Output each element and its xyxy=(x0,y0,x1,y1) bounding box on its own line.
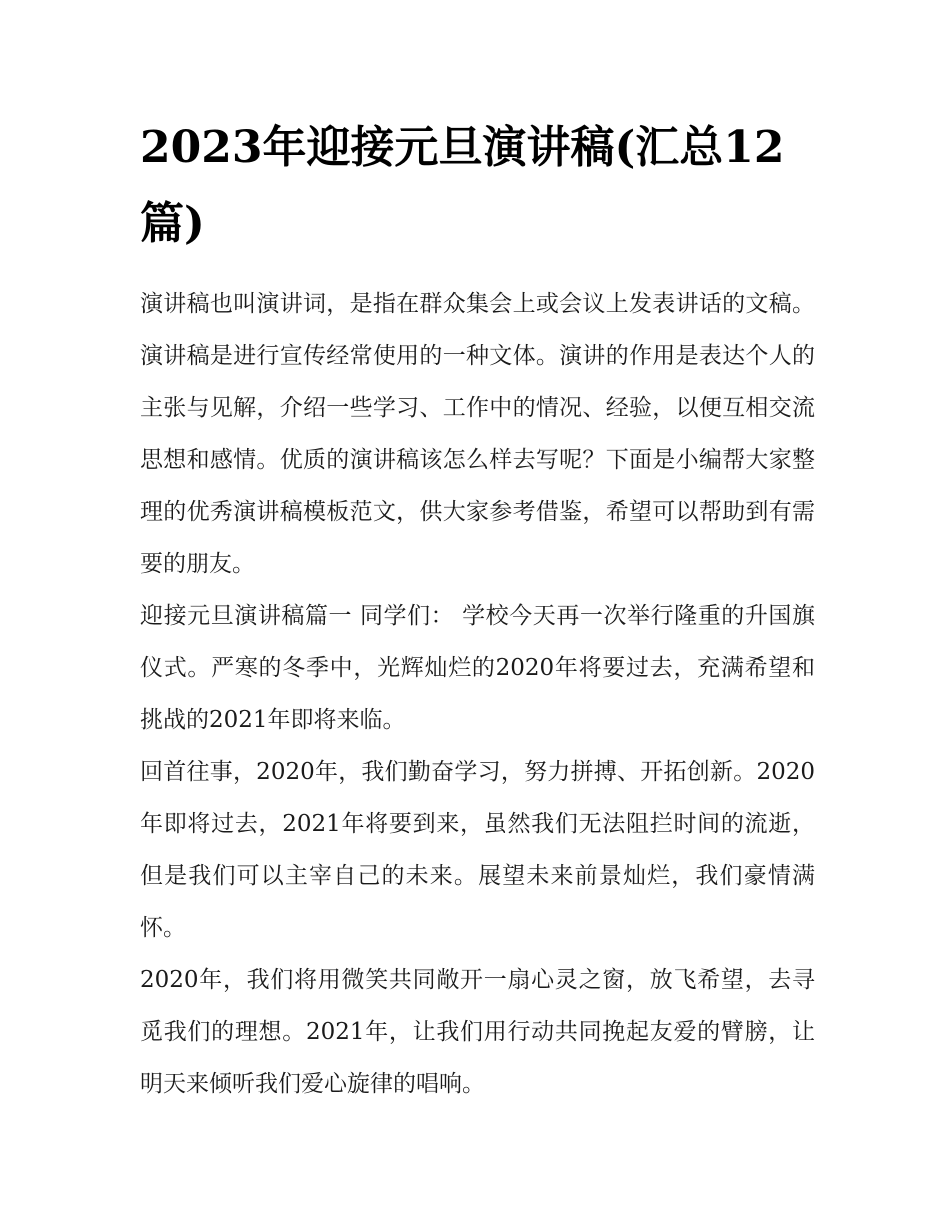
document-body xyxy=(140,278,815,1110)
document-title: 2023年迎接元旦演讲稿(汇总12篇) xyxy=(140,122,785,249)
paragraph-speech-one: 迎接元旦演讲稿篇一 同学们： 学校今天再一次举行隆重的升国旗仪式。严寒的冬季中，光辉灿烂的2020年将要过去，充满希望和挑战的2021年即将来临。 xyxy=(140,603,815,733)
paragraph-intro: 演讲稿也叫演讲词，是指在群众集会上或会议上发表讲话的文稿。演讲稿是进行宣传经常使用的一种文体。演讲的作用是表达个人的主张与见解，介绍一些学习、工作中的情况、经验，以便互相交流思想和感情。优质的演讲稿该怎么样去写呢？下面是小编帮大家整理的优秀演讲稿模板范文，供大家参考借鉴，希望可以帮助到有需要的朋友。 xyxy=(140,291,815,577)
paragraph-new-year: 2020年，我们将用微笑共同敞开一扇心灵之窗，放飞希望，去寻觅我们的理想。2021年，让我们用行动共同挽起友爱的臂膀，让明天来倾听我们爱心旋律的唱响。 xyxy=(140,967,815,1097)
paragraph-looking-back: 回首往事，2020年，我们勤奋学习，努力拼搏、开拓创新。2020年即将过去，2021年将要到来，虽然我们无法阻拦时间的流逝，但是我们可以主宰自己的未来。展望未来前景灿烂，我们豪情满怀。 xyxy=(140,759,815,941)
document-page xyxy=(140,110,815,1110)
